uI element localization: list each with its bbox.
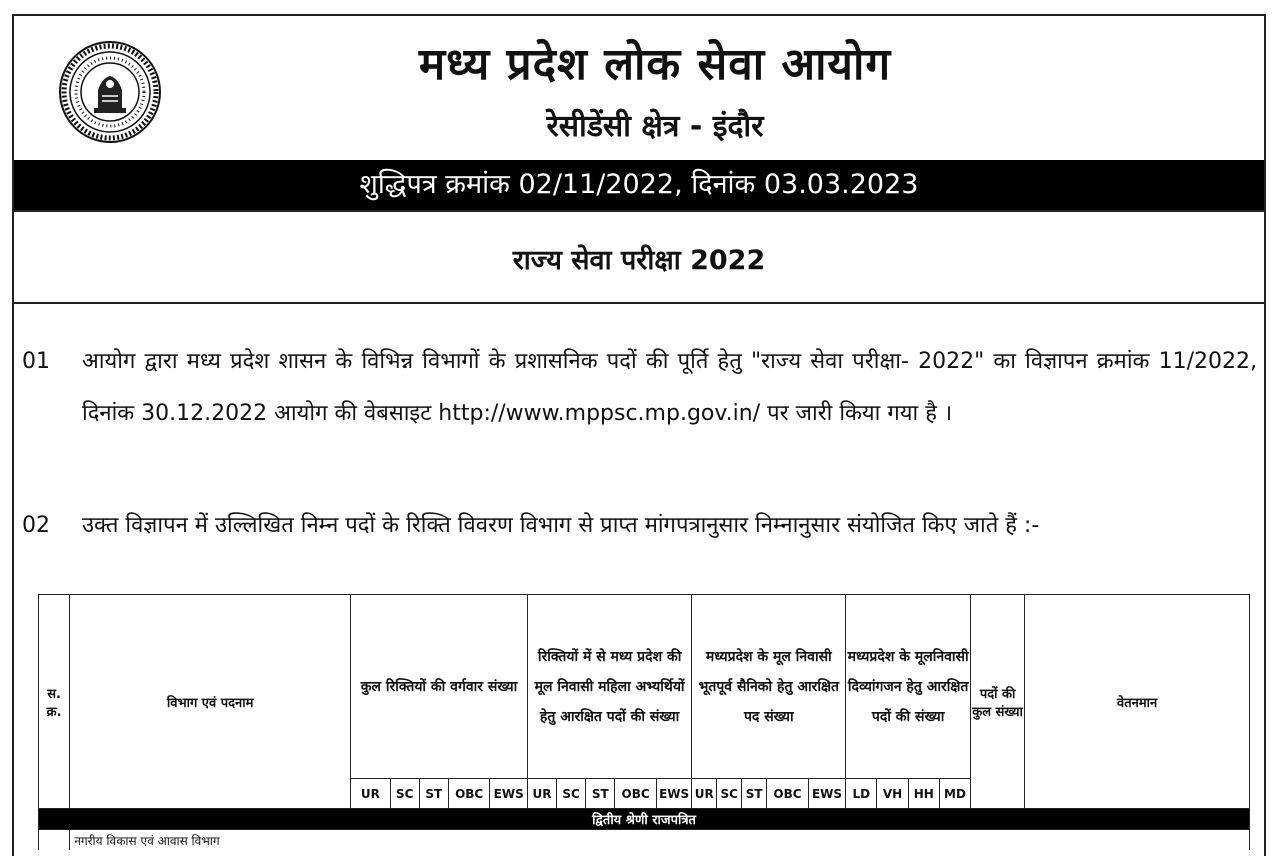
col-st: ST <box>586 779 615 809</box>
paragraph-text: आयोग द्वारा मध्य प्रदेश शासन के विभिन्न विभागों के प्रशासनिक पदों की पूर्ति हेतु "राज्य सेवा परीक्षा- 2022" का विज्ञापन क्रमांक 11/2022, दिनांक 30.12.2022 आयोग की वेबसाइट http://www.mppsc.mp.gov.in/ पर जारी किया गया है । <box>82 349 1257 426</box>
commission-address: रेसीडेंसी क्षेत्र - इंदौर <box>546 109 764 144</box>
col-ews: EWS <box>808 779 845 809</box>
col-md: MD <box>939 779 970 809</box>
col-obc: OBC <box>448 779 490 809</box>
divider <box>14 302 1264 304</box>
total-vacancies-header: कुल रिक्तियों की वर्गवार संख्या <box>351 595 528 779</box>
col-st: ST <box>419 779 448 809</box>
exam-title: राज्य सेवा परीक्षा 2022 <box>512 245 766 276</box>
col-st: ST <box>742 779 767 809</box>
paragraph-number: 01 <box>22 349 50 374</box>
pay-scale-header: वेतनमान <box>1025 595 1250 809</box>
vacancy-table <box>38 594 1250 850</box>
col-ews: EWS <box>656 779 691 809</box>
col-sc: SC <box>390 779 419 809</box>
paragraph-text: उक्त विज्ञापन में उल्लिखित निम्न पदों के रिक्ति विवरण विभाग से प्राप्त मांगपत्रानुसार निम्नानुसार संयोजित किए जाते हैं :- <box>82 513 1040 538</box>
serial-header: स. क्र. <box>39 595 70 809</box>
col-vh: VH <box>877 779 908 809</box>
col-sc: SC <box>557 779 586 809</box>
corrigendum-banner: शुद्धिपत्र क्रमांक 02/11/2022, दिनांक 03.03.2023 <box>14 160 1264 210</box>
mppsc-seal-icon <box>58 40 162 144</box>
women-reserved-header: रिक्तियों में से मध्य प्रदेश की मूल निवासी महिला अभ्यर्थियों हेतु आरक्षित पदों की संख्या <box>527 595 691 779</box>
col-ur: UR <box>692 779 717 809</box>
paragraph-number: 02 <box>22 513 50 538</box>
col-ur: UR <box>351 779 391 809</box>
commission-title: मध्य प्रदेश लोक सेवा आयोग <box>418 39 892 90</box>
divider <box>14 210 1264 212</box>
col-sc: SC <box>717 779 742 809</box>
paragraph-01 <box>22 336 1257 440</box>
disabled-header: मध्यप्रदेश के मूलनिवासी दिव्यांगजन हेतु आरक्षित पदों की संख्या <box>846 595 971 779</box>
ex-servicemen-header: मध्यप्रदेश के मूल निवासी भूतपूर्व सैनिको हेतु आरक्षित पद संख्या <box>692 595 846 779</box>
department-header: विभाग एवं पदनाम <box>70 595 351 809</box>
col-obc: OBC <box>615 779 657 809</box>
col-ews: EWS <box>490 779 527 809</box>
paragraph-02 <box>22 500 1257 552</box>
col-ld: LD <box>846 779 877 809</box>
department-name: नगरीय विकास एवं आवास विभाग <box>70 830 1250 851</box>
col-obc: OBC <box>767 779 809 809</box>
total-posts-header: पदों की कुल संख्या <box>971 595 1025 809</box>
col-ur: UR <box>527 779 556 809</box>
section-label: द्वितीय श्रेणी राजपत्रित <box>39 809 1250 830</box>
serial-cell <box>39 830 70 851</box>
col-hh: HH <box>908 779 939 809</box>
